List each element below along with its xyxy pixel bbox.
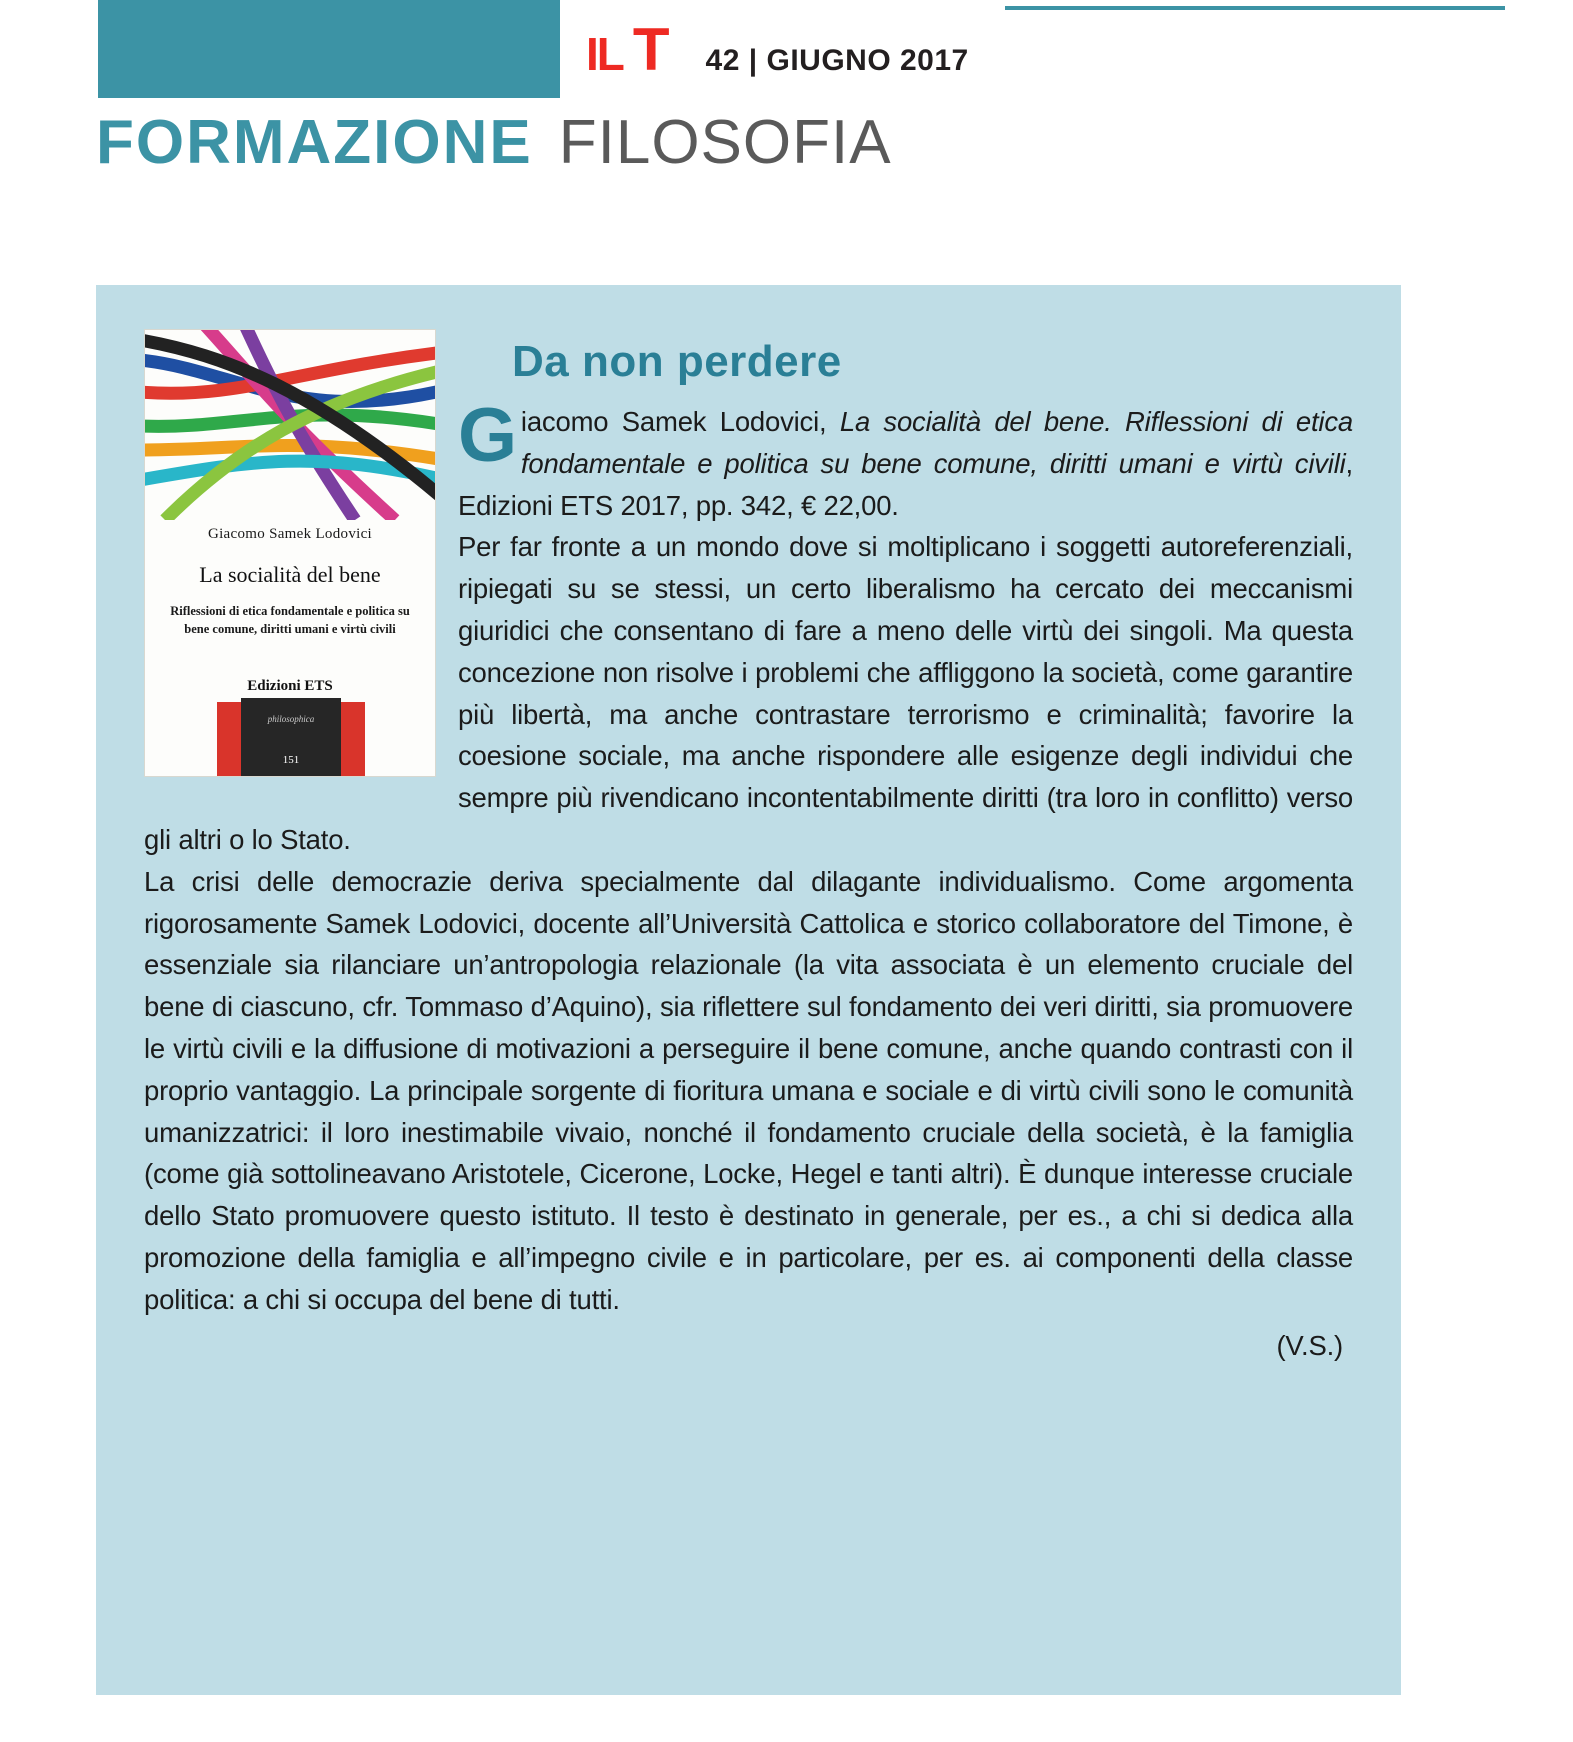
cover-ribbons-graphic xyxy=(145,330,436,520)
section-title-group xyxy=(96,108,892,177)
cover-imprint-text: philosophica xyxy=(267,714,315,724)
article-panel xyxy=(96,285,1401,1695)
article-paragraph-1: Per far fronte a un mondo dove si moltiplicano i soggetti autoreferenziali, ripiegati su se stessi, un certo liberalismo ha cercato dei meccanismi giuridici che consentano di fare a meno delle virtù dei singoli. Ma questa concezione non risolve i problemi che affliggono la società, come garantire più libertà, ma anche contrastare terrorismo e criminalità; favorire la coesione sociale, ma anche rispondere alle esigenze degli individui che sempre più rivendicano incontentabilmente diritti (tra loro in conflitto) verso gli altri o lo Stato. xyxy=(144,531,1353,855)
cover-series-number: 151 xyxy=(282,754,300,766)
drop-cap: G xyxy=(458,393,517,478)
header-accent-bar xyxy=(98,0,560,98)
citation-title: La socialità del bene. Riflessioni di etica fondamentale e politica su bene comune, diritti umani e virtù civili xyxy=(520,406,1353,479)
article-signature: (V.S.) xyxy=(1276,1329,1343,1361)
cover-publisher-text: Edizioni ETS xyxy=(247,678,333,694)
page-header xyxy=(0,0,1573,110)
header-accent-rule xyxy=(1005,6,1505,10)
logo-il-text: IL xyxy=(586,28,623,80)
citation-publication: , Edizioni ETS 2017, pp. 342, € 22,00. xyxy=(458,447,1353,521)
article-heading: Da non perdere xyxy=(512,337,842,386)
masthead xyxy=(586,16,969,83)
logo-t-text: T xyxy=(632,16,670,83)
issue-number-date: 42 | GIUGNO 2017 xyxy=(705,44,969,77)
section-title-sub: FILOSOFIA xyxy=(558,108,892,177)
cover-title-text: La socialità del bene xyxy=(199,562,381,587)
citation-author: iacomo Samek Lodovici, xyxy=(520,406,840,437)
cover-author-text: Giacomo Samek Lodovici xyxy=(207,526,373,542)
book-cover-image xyxy=(144,329,436,777)
cover-subtitle-text: Riflessioni di etica fondamentale e politica su bene comune, diritti umani e virtù civili xyxy=(170,604,410,637)
section-title-main: FORMAZIONE xyxy=(96,108,533,177)
article-paragraph-2: La crisi delle democrazie deriva specialmente dal dilagante individualismo. Come argomenta rigorosamente Samek Lodovici, docente all’Università Cattolica e storico collaboratore del Timone, è essenziale sia rilanciare un’antropologia relazionale (la vita associata è un elemento cruciale del bene di ciascuno, cfr. Tommaso d’Aquino), sia riflettere sul fondamento dei veri diritti, sia promuovere le virtù civili e la diffusione di motivazioni a perseguire il bene comune, anche quando contrasti con il proprio vantaggio. La principale sorgente di fioritura umana e sociale e di virtù civili sono le comunità umanizzatrici: il loro inestimabile vivaio, nonché il fondamento cruciale della società, è la famiglia (come già sottolineavano Aristotele, Cicerone, Locke, Hegel e tanti altri). È dunque interesse cruciale dello Stato promuovere questo istituto. Il testo è destinato in generale, per es., a chi si dedica alla promozione della famiglia e all’impegno civile e in particolare, per es. ai componenti della classe politica: a chi si occupa del bene di tutti. xyxy=(144,865,1353,1315)
